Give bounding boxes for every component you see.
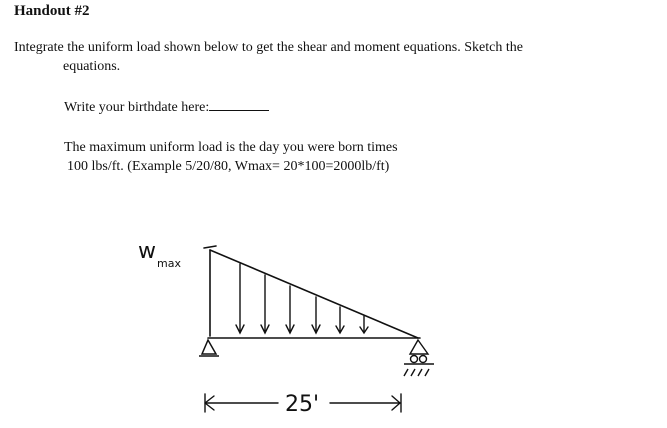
instructions-line-2: equations. bbox=[63, 59, 121, 74]
load-arrow-1 bbox=[236, 264, 244, 333]
load-arrow-5 bbox=[336, 307, 344, 333]
load-arrow-3 bbox=[286, 286, 294, 333]
birthdate-label: Write your birthdate here: bbox=[64, 100, 210, 115]
load-arrow-4 bbox=[312, 297, 320, 333]
instructions-line-1: Integrate the uniform load shown below to get the shear and moment equations. Sketch the bbox=[14, 40, 523, 55]
max-subscript: max bbox=[157, 257, 181, 270]
pin-support-icon bbox=[199, 340, 219, 356]
handout-title: Handout #2 bbox=[14, 3, 90, 19]
load-arrow-6 bbox=[360, 316, 368, 333]
load-top-tick bbox=[204, 246, 216, 248]
w-symbol: w bbox=[138, 239, 156, 264]
roller-support-icon bbox=[404, 340, 434, 376]
load-slope-line bbox=[210, 250, 418, 338]
load-arrow-2 bbox=[261, 275, 269, 333]
span-length-label: 25' bbox=[285, 392, 320, 417]
max-load-line-2: 100 lbs/ft. (Example 5/20/80, Wmax= 20*100=2000lb/ft) bbox=[67, 159, 390, 174]
load-arrows bbox=[236, 264, 368, 333]
max-load-line-1: The maximum uniform load is the day you were born times bbox=[64, 140, 398, 155]
w-max-label bbox=[138, 239, 181, 270]
